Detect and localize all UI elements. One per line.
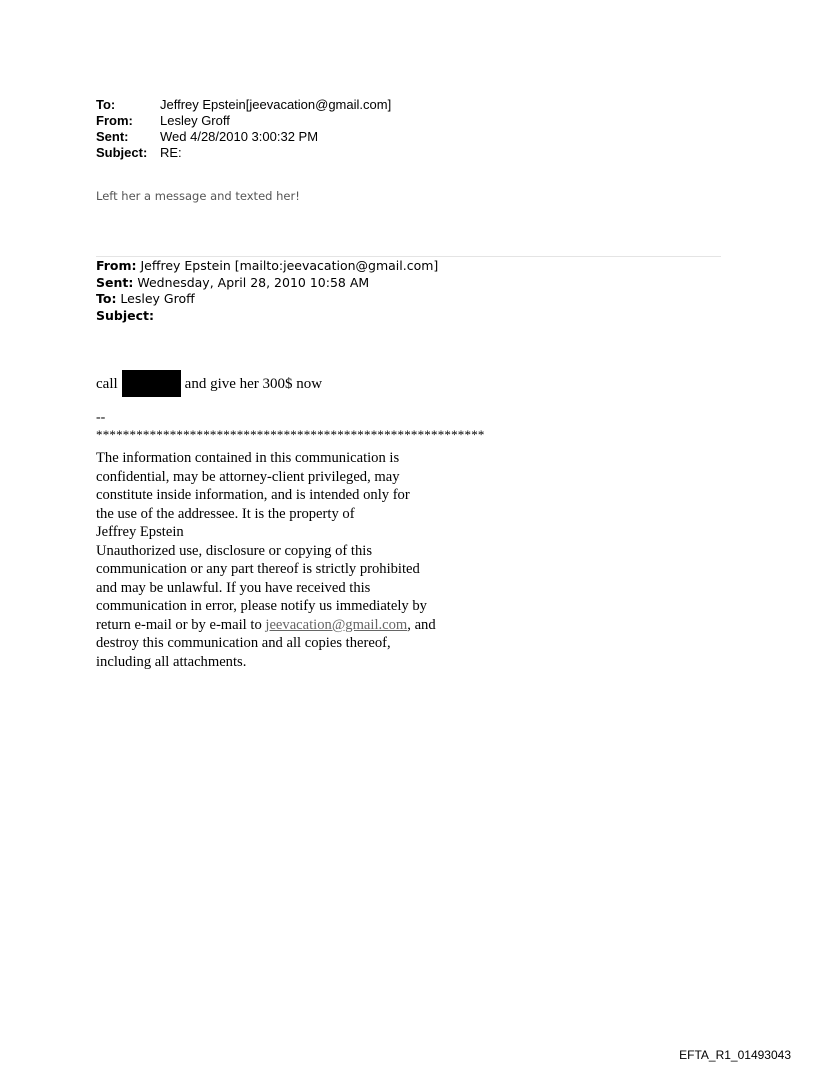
quoted-from-label: From: <box>96 258 137 273</box>
redaction-box <box>122 370 181 397</box>
quoted-sent-row <box>96 275 438 292</box>
quoted-sent-label: Sent: <box>96 274 134 290</box>
to-label: To: <box>96 97 116 112</box>
disclaimer-line: destroy this communication and all copies thereof, <box>96 635 391 651</box>
message-before: call <box>96 375 118 392</box>
quoted-from-row <box>96 258 438 275</box>
signature-dashes: -- <box>96 410 106 425</box>
disclaimer-line: confidential, may be attorney-client privileged, may <box>96 468 400 485</box>
disclaimer-line: Unauthorized use, disclosure or copying of this <box>96 542 373 559</box>
quoted-sent-value: Wednesday, April 28, 2010 10:58 AM <box>133 274 370 290</box>
signature-stars: ********************************************************** <box>96 427 485 442</box>
subject-label: Subject: <box>96 145 148 160</box>
quoted-header <box>96 258 438 324</box>
quoted-from-value: Jeffrey Epstein [mailto:jeevacation@gmail.com] <box>136 258 439 273</box>
disclaimer <box>96 449 436 671</box>
disclaimer-line: and may be unlawful. If you have received this <box>96 579 371 596</box>
from-label: From: <box>96 113 133 128</box>
quoted-to-value: Lesley Groff <box>116 291 195 306</box>
disclaimer-line: including all attachments. <box>96 653 247 670</box>
header-subject-row <box>96 145 391 161</box>
disclaimer-line: constitute inside information, and is intended only for <box>96 487 410 503</box>
disclaimer-line: Jeffrey Epstein <box>96 524 184 540</box>
document-id: EFTA_R1_01493043 <box>679 1048 791 1062</box>
quoted-subject-label: Subject: <box>96 307 154 323</box>
quoted-message <box>96 370 322 397</box>
header-to-row <box>96 97 391 113</box>
quoted-subject-row <box>96 308 438 325</box>
quote-divider <box>96 256 721 257</box>
quoted-to-row <box>96 291 438 308</box>
subject-value: RE: <box>160 145 182 160</box>
disclaimer-line: communication or any part thereof is strictly prohibited <box>96 561 420 577</box>
email-header <box>96 97 391 161</box>
disclaimer-line-post: , and <box>407 616 436 633</box>
header-sent-row <box>96 129 391 145</box>
message-after: and give her 300$ now <box>184 375 323 392</box>
from-value: Lesley Groff <box>160 113 230 128</box>
email-link[interactable]: jeevacation@gmail.com <box>265 616 408 633</box>
sent-value: Wed 4/28/2010 3:00:32 PM <box>160 129 319 144</box>
disclaimer-line <box>96 616 436 635</box>
header-from-row <box>96 113 391 129</box>
disclaimer-line: communication in error, please notify us immediately by <box>96 598 427 614</box>
disclaimer-line: the use of the addressee. It is the property of <box>96 505 355 522</box>
reply-body: Left her a message and texted her! <box>96 189 300 203</box>
sent-label: Sent: <box>96 129 129 144</box>
quoted-to-label: To: <box>96 291 117 306</box>
to-value: Jeffrey Epstein[jeevacation@gmail.com] <box>160 97 392 112</box>
disclaimer-line-pre: return e-mail or by e-mail to <box>96 616 266 633</box>
disclaimer-line: The information contained in this communication is <box>96 450 400 466</box>
